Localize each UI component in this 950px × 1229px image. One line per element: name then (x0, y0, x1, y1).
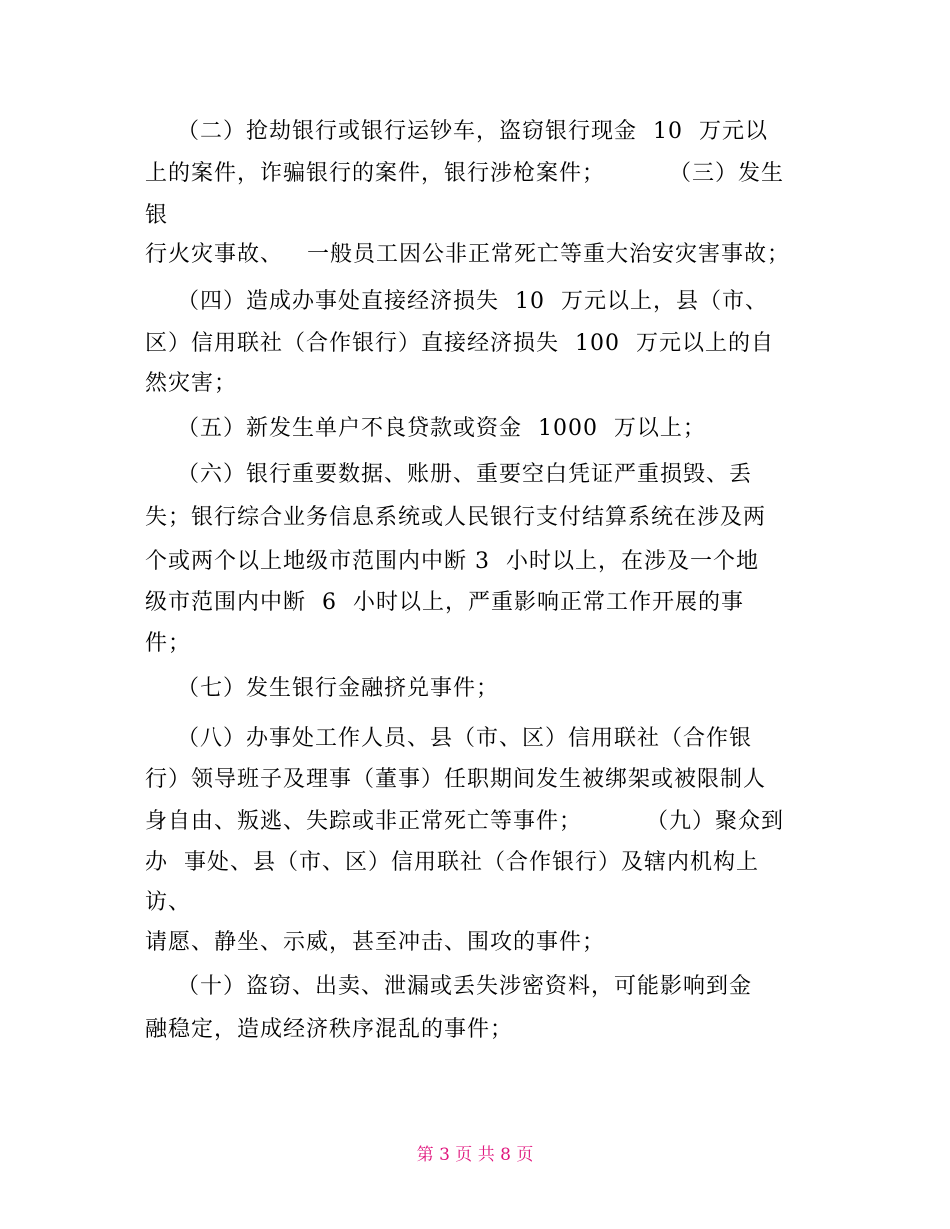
text-line: 行）领导班子及理事（董事）任职期间发生被绑架或被限制人 (145, 767, 767, 792)
text-line: 失；银行综合业务信息系统或人民银行支付结算系统在涉及两 (145, 505, 767, 530)
text-line: 级市范围内中断 6 小时以上，严重影响正常工作开展的事 (145, 590, 744, 615)
page-number-footer: 第 3 页 共 8 页 (416, 1145, 534, 1165)
text-line: 银 (145, 203, 169, 228)
text-line: 访、 (145, 890, 192, 915)
text-line: （七）发生银行金融挤兑事件； (145, 676, 499, 701)
text-line: 件； (145, 631, 192, 656)
text-line: 区）信用联社（合作银行）直接经济损失 100 万元以上的自 (145, 331, 774, 356)
text-line: （十）盗窃、出卖、泄漏或丢失涉密资料，可能影响到金 (145, 974, 752, 999)
text-line: 身自由、叛逃、失踪或非正常死亡等事件； （九）聚众到 (145, 809, 784, 834)
text-line: 然灾害； (145, 371, 238, 396)
text-line: 上的案件，诈骗银行的案件，银行涉枪案件； （三）发生 (145, 161, 784, 186)
text-line: （二）抢劫银行或银行运钞车，盗窃银行现金 10 万元以 (145, 119, 768, 144)
text-line: （八）办事处工作人员、县（市、区）信用联社（合作银 (145, 726, 752, 751)
text-line: （五）新发生单户不良贷款或资金 1000 万以上； (145, 416, 706, 441)
text-line: 融稳定，造成经济秩序混乱的事件； (145, 1017, 514, 1042)
text-line: 个或两个以上地级市范围内中断 3 小时以上，在涉及一个地 (145, 549, 759, 574)
text-line: （四）造成办事处直接经济损失 10 万元以上，县（市、 (145, 289, 768, 314)
text-line: 办 事处、县（市、区）信用联社（合作银行）及辖内机构上 (145, 850, 759, 875)
text-line: 行火灾事故、 一般员工因公非正常死亡等重大治安灾害事故； (145, 242, 790, 267)
text-line: 请愿、静坐、示威，甚至冲击、围攻的事件； (145, 930, 606, 955)
text-line: （六）银行重要数据、账册、重要空白凭证严重损毁、丢 (145, 462, 752, 487)
